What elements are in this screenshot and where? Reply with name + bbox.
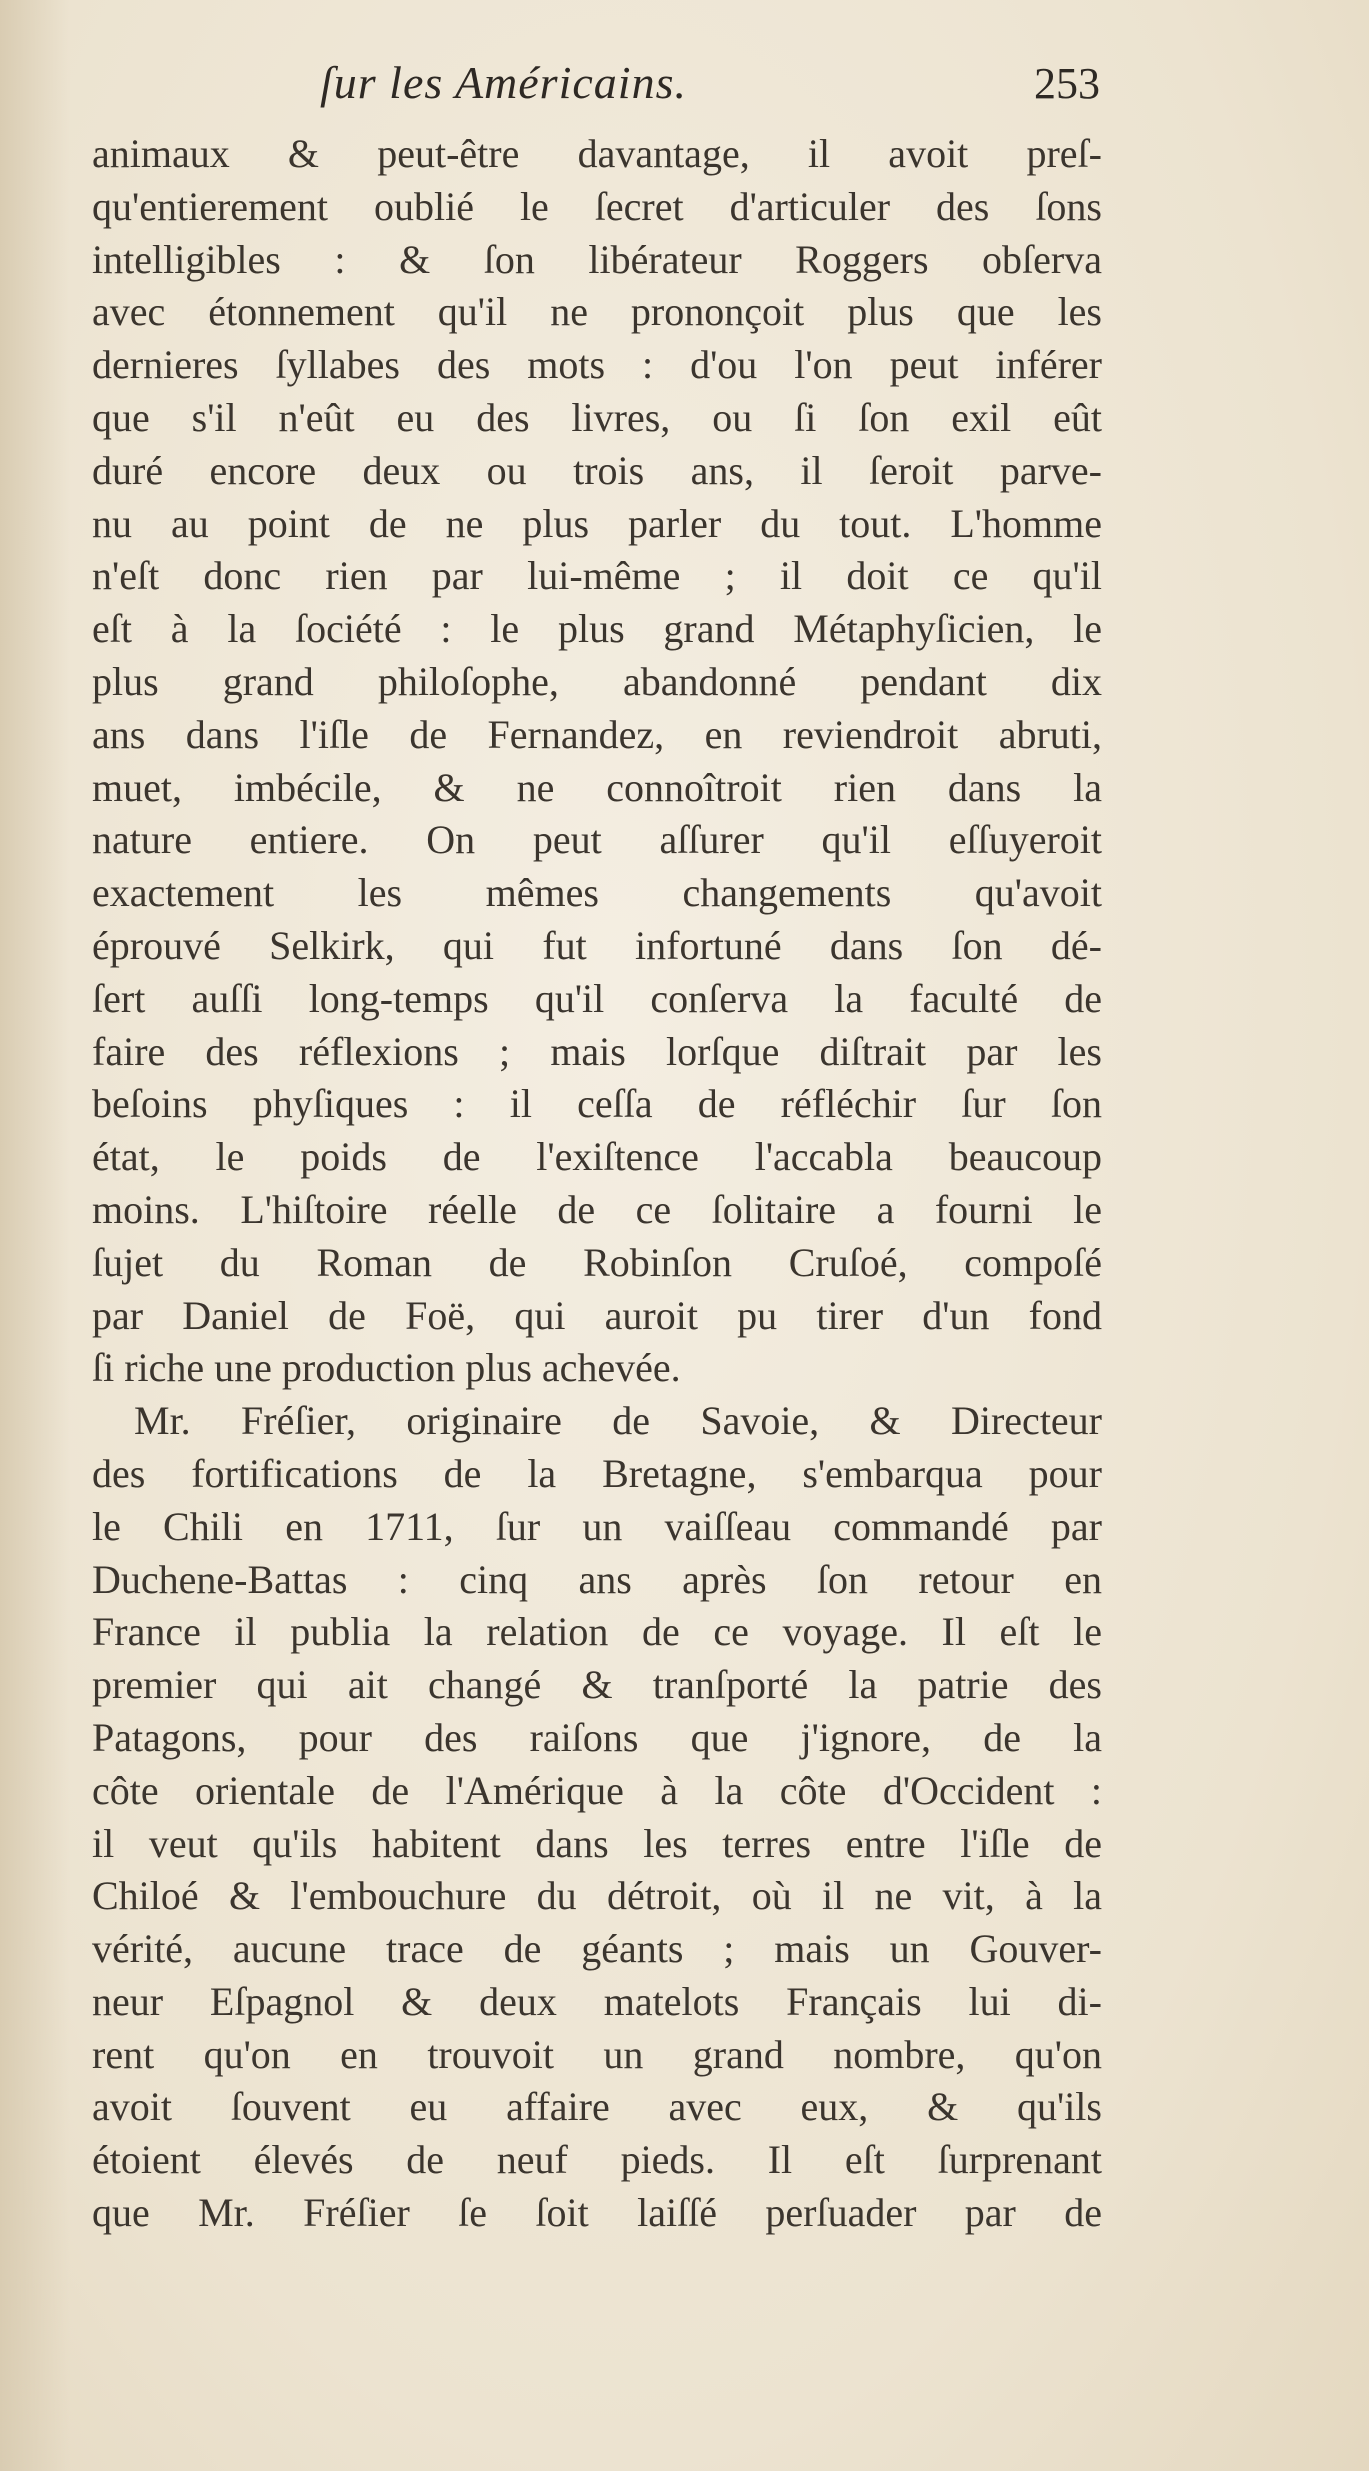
text-line: premier qui ait changé & tranſporté la patrie des bbox=[92, 1662, 1102, 1708]
text-line: France il publia la relation de ce voyage. Il eſt le bbox=[92, 1609, 1102, 1655]
text-line: eſt à la ſociété : le plus grand Métaphyſicien, le bbox=[92, 606, 1102, 652]
text-line: avoit ſouvent eu affaire avec eux, & qu'ils bbox=[92, 2084, 1102, 2130]
text-line: nature entiere. On peut aſſurer qu'il eſſuyeroit bbox=[92, 817, 1102, 863]
text-line: état, le poids de l'exiſtence l'accabla beaucoup bbox=[92, 1134, 1102, 1180]
text-line: Chiloé & l'embouchure du détroit, où il ne vit, à la bbox=[92, 1873, 1102, 1919]
text-line: plus grand philoſophe, abandonné pendant dix bbox=[92, 658, 1102, 704]
text-line: beſoins phyſiques : il ceſſa de réfléchir ſur ſon bbox=[92, 1081, 1102, 1127]
text-line: moins. L'hiſtoire réelle de ce ſolitaire a fourni le bbox=[92, 1186, 1102, 1232]
text-line: qu'entierement oublié le ſecret d'articuler des ſons bbox=[92, 183, 1102, 229]
text-line: animaux & peut-être davantage, il avoit preſ- bbox=[92, 131, 1102, 176]
text-line: côte orientale de l'Amérique à la côte d'Occident : bbox=[92, 1767, 1102, 1813]
text-line: que Mr. Fréſier ſe ſoit laiſſé perſuader par de bbox=[92, 2190, 1102, 2236]
text-line: Duchene-Battas : cinq ans après ſon retour en bbox=[92, 1556, 1102, 1602]
text-line: que s'il n'eût eu des livres, ou ſi ſon exil eût bbox=[92, 394, 1102, 440]
text-line: des fortifications de la Bretagne, s'embarqua pour bbox=[92, 1450, 1102, 1496]
text-line: avec étonnement qu'il ne prononçoit plus que les bbox=[92, 289, 1102, 335]
page-number: 253 bbox=[1034, 59, 1100, 108]
text-line: dernieres ſyllabes des mots : d'ou l'on peut inférer bbox=[92, 342, 1102, 388]
text-line: le Chili en 1711, ſur un vaiſſeau commandé par bbox=[92, 1503, 1102, 1549]
text-line: nu au point de ne plus parler du tout. L'homme bbox=[92, 500, 1102, 546]
text-line: exactement les mêmes changements qu'avoit bbox=[92, 870, 1102, 916]
text-line: éprouvé Selkirk, qui fut infortuné dans ſon dé- bbox=[92, 922, 1102, 968]
text-line: rent qu'on en trouvoit un grand nombre, qu'on bbox=[92, 2031, 1102, 2077]
text-line: n'eſt donc rien par lui-même ; il doit ce qu'il bbox=[92, 553, 1102, 599]
text-line: intelligibles : & ſon libérateur Roggers obſerva bbox=[92, 236, 1102, 282]
page-header bbox=[60, 56, 1120, 136]
text-line: ſert auſſi long-temps qu'il conſerva la faculté de bbox=[92, 975, 1102, 1021]
text-line: Patagons, pour des raiſons que j'ignore, de la bbox=[92, 1714, 1102, 1760]
text-line: duré encore deux ou trois ans, il ſeroit parve- bbox=[92, 447, 1102, 493]
text-line: faire des réflexions ; mais lorſque diſtrait par les bbox=[92, 1028, 1102, 1074]
text-line: muet, imbécile, & ne connoîtroit rien dans la bbox=[92, 764, 1102, 810]
running-title: ſur les Américains. bbox=[320, 57, 687, 108]
text-line: vérité, aucune trace de géants ; mais un Gouver- bbox=[92, 1926, 1102, 1972]
paragraph-first-line: Mr. Fréſier, originaire de Savoie, & Directeur bbox=[134, 1398, 1102, 1444]
text-line: par Daniel de Foë, qui auroit pu tirer d'un fond bbox=[92, 1292, 1102, 1338]
text-line: ſujet du Roman de Robinſon Cruſoé, compoſé bbox=[92, 1239, 1102, 1285]
text-line: étoient élevés de neuf pieds. Il eſt ſurprenant bbox=[92, 2137, 1102, 2183]
text-line: ans dans l'iſle de Fernandez, en reviendroit abruti, bbox=[92, 711, 1102, 757]
text-line: neur Eſpagnol & deux matelots Français lui di- bbox=[92, 1978, 1102, 2024]
page-gutter-shadow bbox=[0, 0, 70, 2471]
text-line: il veut qu'ils habitent dans les terres entre l'iſle de bbox=[92, 1820, 1102, 1866]
body-text bbox=[92, 128, 1102, 2240]
paragraph-last-line: ſi riche une production plus achevée. bbox=[92, 1345, 681, 1391]
